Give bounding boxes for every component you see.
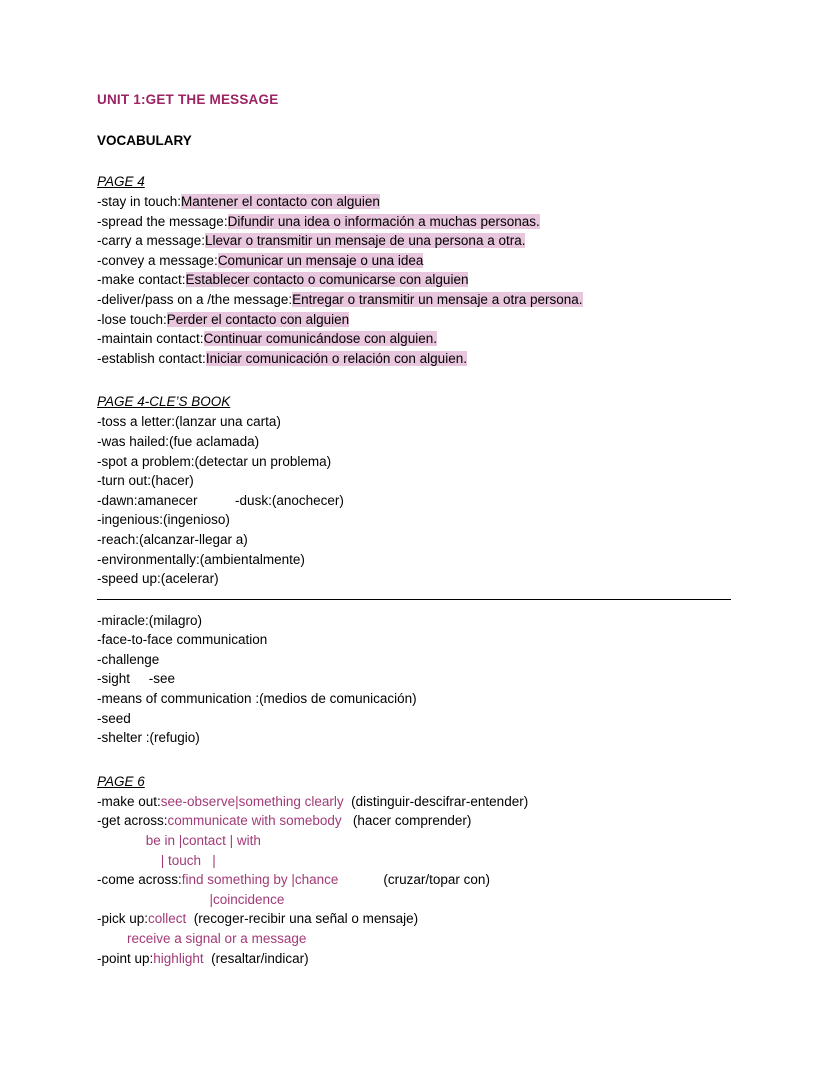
vocab-term: -lose touch: xyxy=(97,311,167,327)
phrasal-verb-meaning: find something by |chance xyxy=(181,872,339,888)
vocab-line: -spot a problem:(detectar un problema) xyxy=(97,453,332,469)
page-title: UNIT 1:GET THE MESSAGE xyxy=(97,92,279,107)
section-heading: VOCABULARY xyxy=(97,133,192,148)
vocab-definition: Establecer contacto o comunicarse con alguien xyxy=(185,272,469,288)
phrasal-verb-translation: (resaltar/indicar) xyxy=(203,950,309,966)
vocab-term: -make contact: xyxy=(97,272,186,288)
phrasal-verb-translation: (distinguir-descifrar-entender) xyxy=(343,793,529,809)
phrasal-verb-meaning: highlight xyxy=(153,950,204,966)
phrasal-verb-row xyxy=(97,851,732,871)
vocab-entry xyxy=(97,270,732,290)
vocab-entry xyxy=(97,192,732,212)
vocab-line: -was hailed:(fue aclamada) xyxy=(97,433,260,449)
page4cle-heading: PAGE 4-CLE’S BOOK xyxy=(97,394,231,410)
vocab-definition: Comunicar un mensaje o una idea xyxy=(217,252,424,268)
vocab-entry xyxy=(97,231,732,251)
vocab-term: -carry a message: xyxy=(97,233,206,249)
vocab-entry xyxy=(97,349,732,369)
vocab-line: -dawn:amanecer -dusk:(anochecer) xyxy=(97,492,344,508)
phrasal-verb-translation: (cruzar/topar con) xyxy=(338,872,490,888)
block-page6 xyxy=(97,774,732,968)
phrasal-verb-term: -get across: xyxy=(97,813,168,829)
vocab-term: -deliver/pass on a /the message: xyxy=(97,291,293,307)
phrasal-verb-meaning: | touch | xyxy=(97,852,216,868)
vocab-line: -reach:(alcanzar-llegar a) xyxy=(97,531,248,547)
phrasal-verb-term: -point up: xyxy=(97,950,154,966)
vocab-definition: Mantener el contacto con alguien xyxy=(181,194,380,209)
vocab-line: -shelter :(refugio) xyxy=(97,730,200,746)
vocab-line: -sight -see xyxy=(97,671,176,687)
vocab-definition: Llevar o transmitir un mensaje de una persona a otra. xyxy=(205,233,526,249)
phrasal-verb-row xyxy=(97,792,732,812)
block-spacer xyxy=(97,748,732,774)
vocab-line: -ingenious:(ingenioso) xyxy=(97,512,230,528)
vocab-definition: Continuar comunicándose con alguien. xyxy=(203,331,437,347)
phrasal-verb-row xyxy=(97,890,732,910)
vocab-entry xyxy=(97,212,732,232)
phrasal-verb-term: -come across: xyxy=(97,872,182,888)
phrasal-verb-term: -make out: xyxy=(97,793,161,809)
vocab-line: -toss a letter:(lanzar una carta) xyxy=(97,414,281,430)
vocab-term: -spread the message: xyxy=(97,213,228,229)
phrasal-verb-row xyxy=(97,870,732,890)
phrasal-verb-meaning: be in |contact | with xyxy=(97,833,261,849)
phrasal-verb-term: -pick up: xyxy=(97,911,149,927)
vocab-line: -environmentally:(ambientalmente) xyxy=(97,551,305,567)
vocab-definition: Perder el contacto con alguien xyxy=(166,311,350,327)
vocab-term: -maintain contact: xyxy=(97,331,204,347)
block-page4-cles-book xyxy=(97,394,732,748)
vocab-entry xyxy=(97,251,732,271)
phrasal-verb-meaning: see-observe|something clearly xyxy=(160,793,344,809)
vocab-term: -stay in touch: xyxy=(97,194,182,209)
block-page4 xyxy=(97,174,732,368)
vocab-term: -convey a message: xyxy=(97,252,218,268)
vocab-line: -turn out:(hacer) xyxy=(97,473,194,489)
page4-heading: PAGE 4 xyxy=(97,174,145,189)
phrasal-verb-row xyxy=(97,929,732,949)
vocab-line: -means of communication :(medios de comunicación) xyxy=(97,691,417,707)
phrasal-verb-translation: (hacer comprender) xyxy=(341,813,472,829)
vocab-line: -seed xyxy=(97,710,131,726)
vocab-line: -speed up:(acelerar) xyxy=(97,571,219,587)
phrasal-verb-row xyxy=(97,909,732,929)
vocab-entry xyxy=(97,290,732,310)
phrasal-verb-meaning: |coincidence xyxy=(97,891,285,907)
page6-heading: PAGE 6 xyxy=(97,773,145,789)
vocab-definition: Iniciar comunicación o relación con alguien. xyxy=(205,350,467,366)
vocab-line: -miracle:(milagro) xyxy=(97,612,203,628)
block-spacer xyxy=(97,368,732,394)
phrasal-verb-meaning: collect xyxy=(148,911,187,927)
phrasal-verb-meaning: communicate with somebody xyxy=(167,813,342,829)
vocab-definition: Difundir una idea o información a muchas personas. xyxy=(227,213,540,229)
phrasal-verb-row xyxy=(97,811,732,831)
horizontal-rule xyxy=(97,599,731,600)
vocab-line: -face-to-face communication xyxy=(97,632,268,648)
phrasal-verb-meaning: receive a signal or a message xyxy=(97,931,307,946)
vocab-entry xyxy=(97,329,732,349)
phrasal-verb-translation: (recoger-recibir una señal o mensaje) xyxy=(186,911,419,927)
phrasal-verb-row xyxy=(97,831,732,851)
vocab-definition: Entregar o transmitir un mensaje a otra persona. xyxy=(292,291,583,307)
phrasal-verb-row xyxy=(97,949,732,969)
vocab-entry xyxy=(97,310,732,330)
vocab-term: -establish contact: xyxy=(97,350,206,366)
vocab-line: -challenge xyxy=(97,651,160,667)
